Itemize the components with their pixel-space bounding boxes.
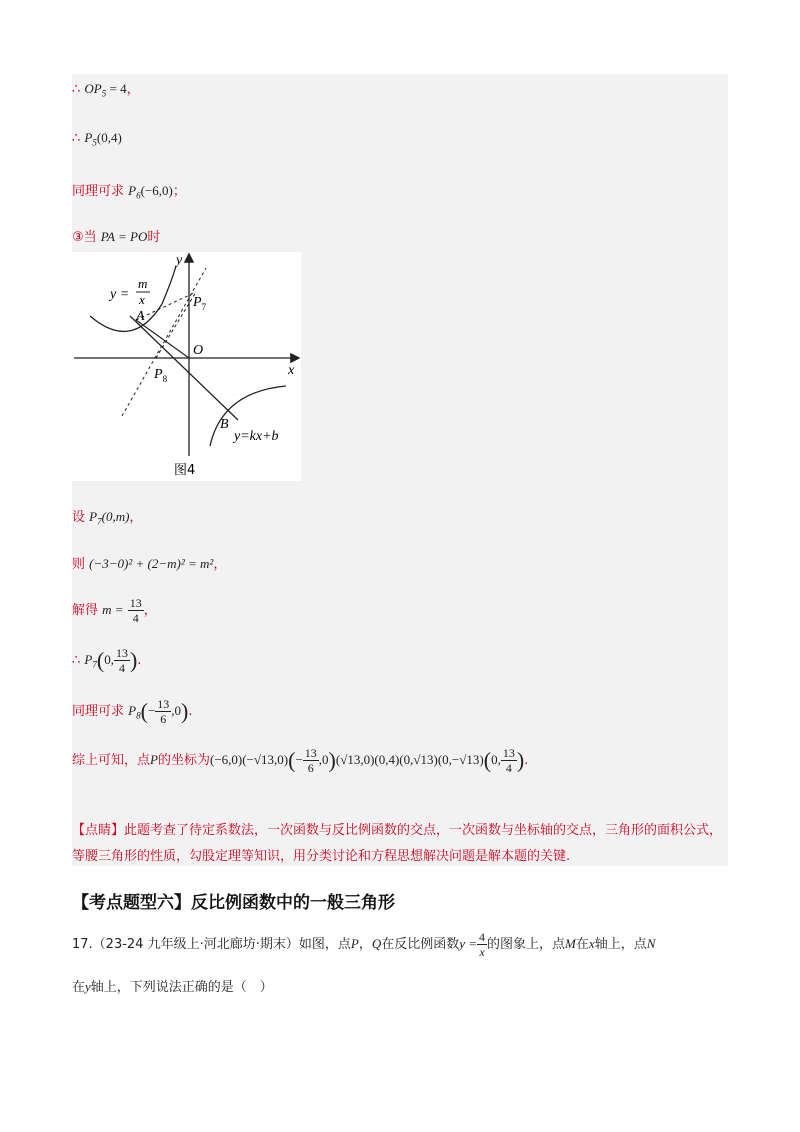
figure-caption: 图4 xyxy=(174,463,196,478)
figure-4 xyxy=(72,252,301,481)
solution-line-10: 综上可知，点P的坐标为(−6,0)(−√13,0)(− $\frac{13}{6}$ ,0)(√13,0)(0,4)(0,√13)(0,−√13)(0, $\frac{13}{4}$ ). xyxy=(72,746,529,775)
label-p8: $P_8$ xyxy=(154,367,168,384)
hyperbola-branch-upper xyxy=(90,266,176,331)
solution-line-9: 同理可求 $P_8(-$ $\frac{13}{6}$ ,0). xyxy=(72,697,193,726)
fraction: $\frac{13}{6}$ xyxy=(304,746,317,775)
label-hyperbola-den: x xyxy=(139,292,145,307)
key-point-note: 【点睛】此题考查了待定系数法，一次函数与反比例函数的交点，一次函数与坐标轴的交点，三角形的面积公式，等腰三角形的性质，勾股定理等知识，用分类讨论和方程思想解决问题是解本题的关键. xyxy=(72,823,723,864)
fraction: $\frac{4}{x}$ xyxy=(479,930,486,959)
fraction: $\frac{13}{4}$ xyxy=(115,646,128,675)
label-b: B xyxy=(220,417,229,432)
label-o: O xyxy=(193,343,204,358)
label-x: x xyxy=(288,363,295,378)
fraction: $\frac{13}{6}$ xyxy=(157,697,170,726)
solution-line-7: 解得 m = $\frac{13}{4}$ ， xyxy=(72,596,157,625)
solution-line-4: ③当 PA = PO时 xyxy=(72,229,161,245)
solution-line-2: ∴ $P_5(0,4)$ xyxy=(72,130,122,148)
label-p7: $P_7$ xyxy=(193,295,207,312)
label-hyperbola-lhs: y = xyxy=(110,287,130,302)
dashed-line-1 xyxy=(122,268,206,416)
question-line-1: 17.（23-24 九年级上·河北廊坊·期末）如图，点P，Q在反比例函数y = $\frac{4}{x}$ 的图象上，点M在x轴上，点N xyxy=(72,930,656,959)
figure-svg xyxy=(72,252,301,481)
solution-line-8: ∴ $P_7(0$, $\frac{13}{4}$ ). xyxy=(72,646,142,675)
label-hyperbola-num: m xyxy=(138,276,148,291)
solution-line-3: 同理可求 $P_6(-6,0)$； xyxy=(72,183,186,201)
solution-line-5: 设 $P_7(0,m)$， xyxy=(72,509,143,527)
line-ab xyxy=(130,316,238,420)
question-line-2: 在y轴上，下列说法正确的是（ ） xyxy=(72,979,273,995)
fraction: $\frac{13}{4}$ xyxy=(129,596,142,625)
label-a: A xyxy=(136,309,145,324)
label-y: y xyxy=(176,253,183,268)
fraction: $\frac{13}{4}$ xyxy=(502,746,515,775)
solution-line-6: 则 (−3−0)² + (2−m)² = m²， xyxy=(72,556,227,572)
label-line: y=kx+b xyxy=(234,429,279,444)
solution-line-1: ∴ $OP_5 = 4$， xyxy=(72,81,140,99)
segment-ao xyxy=(136,320,189,358)
section-heading: 【考点题型六】反比例函数中的一般三角形 xyxy=(72,893,395,913)
